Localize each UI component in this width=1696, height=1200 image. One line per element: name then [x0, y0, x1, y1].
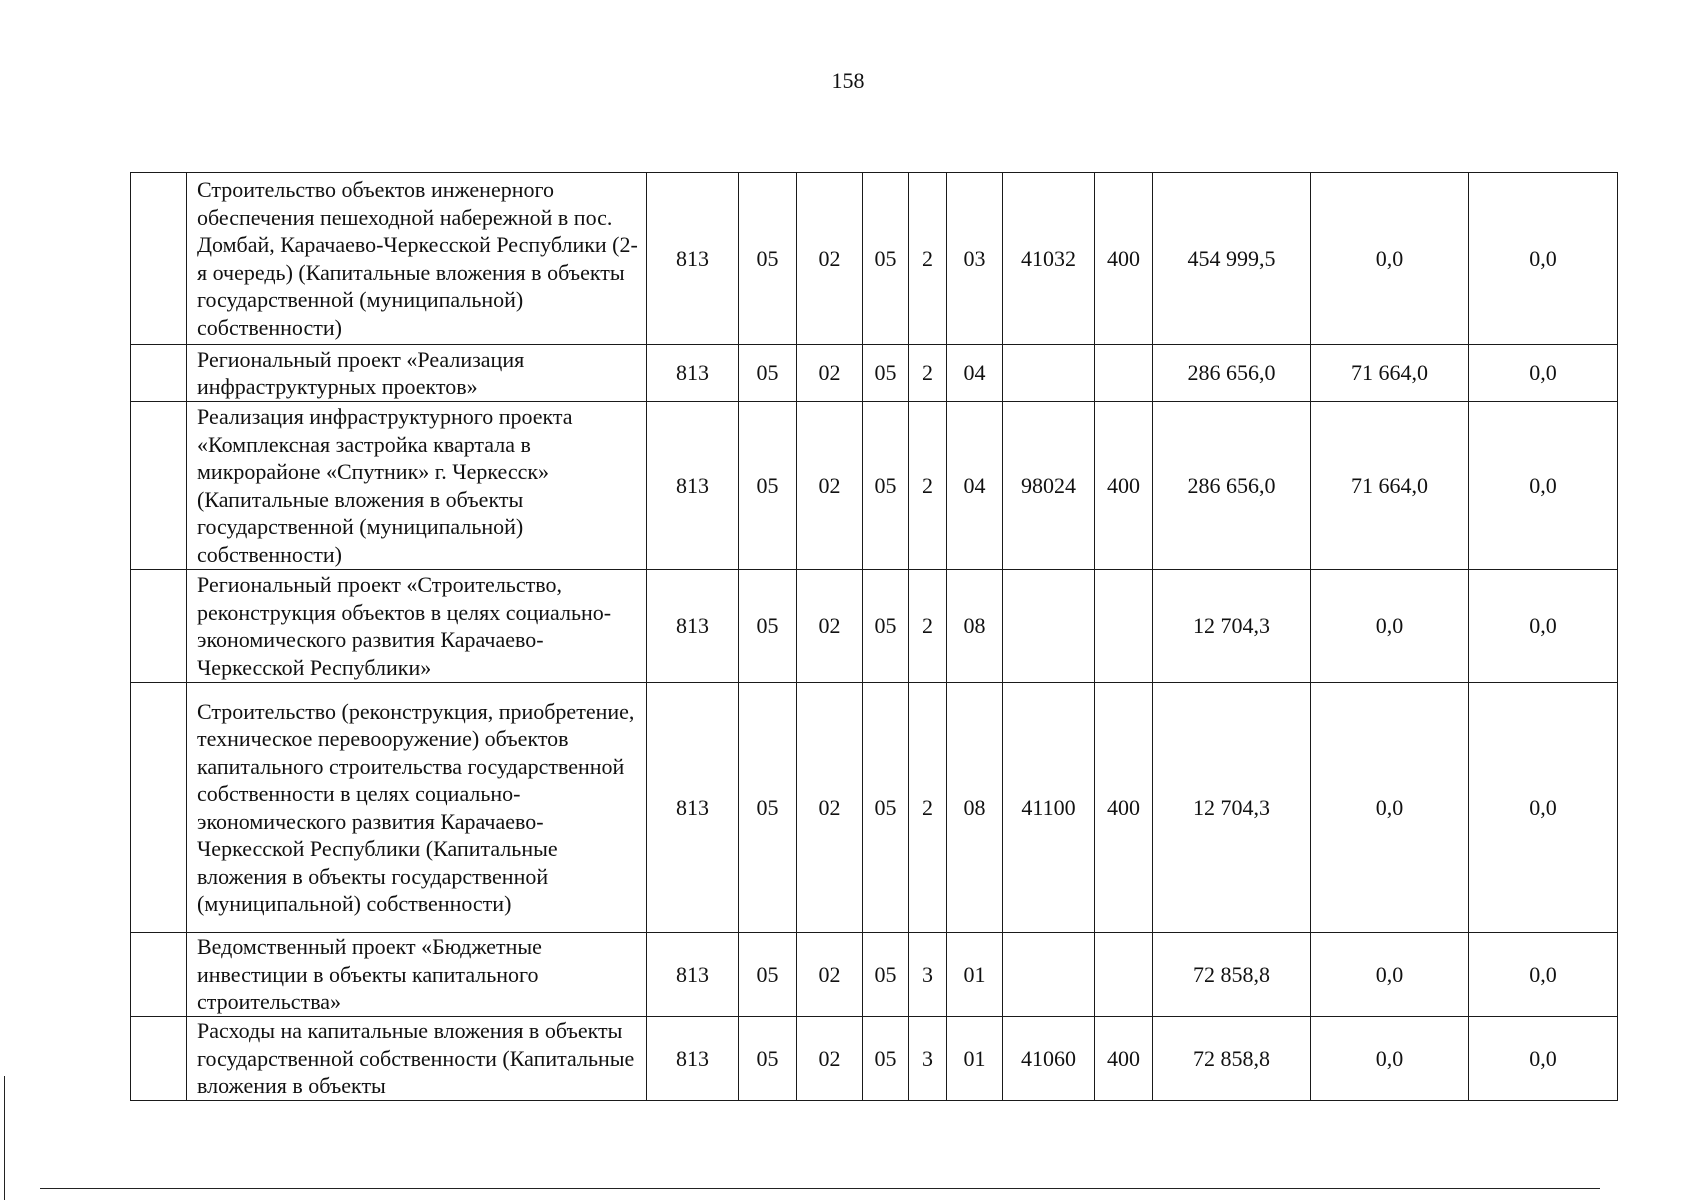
- code-subsection: 02: [797, 683, 863, 933]
- budget-table: [130, 172, 1618, 1101]
- item-name: Региональный проект «Реализация инфраструктурных проектов»: [187, 345, 647, 402]
- code-project: 01: [947, 933, 1003, 1017]
- code-subsection: 02: [797, 173, 863, 345]
- code-project: 04: [947, 345, 1003, 402]
- code-ministry: 813: [647, 1017, 739, 1101]
- page-bottom-divider: [40, 1188, 1600, 1189]
- code-ministry: 813: [647, 933, 739, 1017]
- code-program: 05: [863, 402, 909, 570]
- table-row: [131, 570, 1618, 683]
- amount-year-1: 286 656,0: [1153, 402, 1311, 570]
- amount-year-2: 0,0: [1311, 173, 1469, 345]
- code-subprogram: 3: [909, 1017, 947, 1101]
- code-ministry: 813: [647, 173, 739, 345]
- code-direction: [1003, 570, 1095, 683]
- code-subprogram: 2: [909, 683, 947, 933]
- code-section: 05: [739, 402, 797, 570]
- code-expense-type: 400: [1095, 173, 1153, 345]
- code-program: 05: [863, 173, 909, 345]
- code-subsection: 02: [797, 933, 863, 1017]
- code-section: 05: [739, 933, 797, 1017]
- code-expense-type: [1095, 345, 1153, 402]
- amount-year-2: 0,0: [1311, 683, 1469, 933]
- code-subsection: 02: [797, 570, 863, 683]
- code-subprogram: 2: [909, 173, 947, 345]
- code-subprogram: 2: [909, 402, 947, 570]
- code-direction: 41032: [1003, 173, 1095, 345]
- code-expense-type: [1095, 933, 1153, 1017]
- row-number-cell: [131, 1017, 187, 1101]
- amount-year-1: 454 999,5: [1153, 173, 1311, 345]
- code-section: 05: [739, 570, 797, 683]
- amount-year-3: 0,0: [1469, 1017, 1618, 1101]
- code-expense-type: 400: [1095, 1017, 1153, 1101]
- amount-year-1: 12 704,3: [1153, 570, 1311, 683]
- row-number-cell: [131, 173, 187, 345]
- code-subprogram: 3: [909, 933, 947, 1017]
- amount-year-3: 0,0: [1469, 402, 1618, 570]
- table-row: [131, 1017, 1618, 1101]
- item-name: Ведомственный проект «Бюджетные инвестиции в объекты капитального строительства»: [187, 933, 647, 1017]
- code-subprogram: 2: [909, 570, 947, 683]
- code-program: 05: [863, 345, 909, 402]
- amount-year-2: 71 664,0: [1311, 345, 1469, 402]
- code-program: 05: [863, 1017, 909, 1101]
- code-expense-type: 400: [1095, 402, 1153, 570]
- amount-year-1: 12 704,3: [1153, 683, 1311, 933]
- table-row: [131, 933, 1618, 1017]
- amount-year-2: 0,0: [1311, 570, 1469, 683]
- table-row: [131, 683, 1618, 933]
- table-row: [131, 345, 1618, 402]
- code-project: 08: [947, 570, 1003, 683]
- code-subsection: 02: [797, 402, 863, 570]
- code-program: 05: [863, 933, 909, 1017]
- code-direction: [1003, 345, 1095, 402]
- code-project: 08: [947, 683, 1003, 933]
- item-name: Реализация инфраструктурного проекта «Комплексная застройка квартала в микрорайоне «Спутник» г. Черкесск» (Капитальные вложения в объекты государственной (муниципальной) собственности): [187, 402, 647, 570]
- amount-year-1: 286 656,0: [1153, 345, 1311, 402]
- code-direction: 98024: [1003, 402, 1095, 570]
- code-project: 03: [947, 173, 1003, 345]
- code-direction: 41100: [1003, 683, 1095, 933]
- code-direction: [1003, 933, 1095, 1017]
- amount-year-3: 0,0: [1469, 345, 1618, 402]
- scan-edge-mark: [4, 1076, 5, 1200]
- row-number-cell: [131, 933, 187, 1017]
- amount-year-2: 0,0: [1311, 1017, 1469, 1101]
- code-ministry: 813: [647, 345, 739, 402]
- page-number: 158: [831, 68, 865, 93]
- row-number-cell: [131, 402, 187, 570]
- table-row: [131, 173, 1618, 345]
- code-section: 05: [739, 1017, 797, 1101]
- code-expense-type: 400: [1095, 683, 1153, 933]
- code-project: 01: [947, 1017, 1003, 1101]
- code-subsection: 02: [797, 1017, 863, 1101]
- row-number-cell: [131, 683, 187, 933]
- item-name: Региональный проект «Строительство, реконструкция объектов в целях социально-экономического развития Карачаево-Черкесской Республики»: [187, 570, 647, 683]
- code-project: 04: [947, 402, 1003, 570]
- item-name: Расходы на капитальные вложения в объекты государственной собственности (Капитальные вложения в объекты: [187, 1017, 647, 1101]
- item-name: Строительство (реконструкция, приобретение, техническое перевооружение) объектов капитального строительства государственной собственности в целях социально-экономического развития Карачаево-Черкесской Республики (Капитальные вложения в объекты государственной (муниципальной) собственности): [187, 683, 647, 933]
- code-section: 05: [739, 345, 797, 402]
- amount-year-2: 0,0: [1311, 933, 1469, 1017]
- amount-year-3: 0,0: [1469, 173, 1618, 345]
- table-body: [131, 173, 1618, 1101]
- code-section: 05: [739, 683, 797, 933]
- table-row: [131, 402, 1618, 570]
- amount-year-2: 71 664,0: [1311, 402, 1469, 570]
- amount-year-1: 72 858,8: [1153, 933, 1311, 1017]
- code-subprogram: 2: [909, 345, 947, 402]
- code-program: 05: [863, 683, 909, 933]
- amount-year-1: 72 858,8: [1153, 1017, 1311, 1101]
- row-number-cell: [131, 570, 187, 683]
- code-direction: 41060: [1003, 1017, 1095, 1101]
- code-subsection: 02: [797, 345, 863, 402]
- code-section: 05: [739, 173, 797, 345]
- amount-year-3: 0,0: [1469, 933, 1618, 1017]
- code-ministry: 813: [647, 570, 739, 683]
- amount-year-3: 0,0: [1469, 570, 1618, 683]
- code-ministry: 813: [647, 683, 739, 933]
- code-program: 05: [863, 570, 909, 683]
- amount-year-3: 0,0: [1469, 683, 1618, 933]
- row-number-cell: [131, 345, 187, 402]
- code-ministry: 813: [647, 402, 739, 570]
- code-expense-type: [1095, 570, 1153, 683]
- item-name: Строительство объектов инженерного обеспечения пешеходной набережной в пос. Домбай, Карачаево-Черкесской Республики (2-я очередь) (Капитальные вложения в объекты государственной (муниципальной) собственности): [187, 173, 647, 345]
